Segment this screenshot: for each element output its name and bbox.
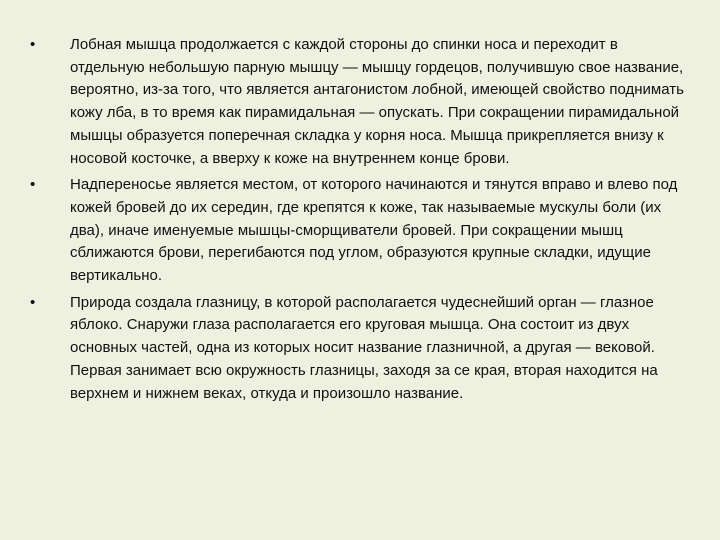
bullet-text: Природа создала глазницу, в которой располагается чудеснейший орган — глазное яблоко. Снаружи глаза располагается его круговая мышца. Она состоит из двух основных частей, одна из которых носит название глазничной, а другая — вековой. Первая занимает всю окружность глазницы, заходя за се края, вторая находится на верхнем и нижнем веках, откуда и произошло название. — [70, 293, 658, 402]
bullet-list — [30, 34, 690, 409]
bullet-text: Лобная мышца продолжается с каждой стороны до спинки носа и переходит в отдельную небольшую парную мышцу — мышцу гордецов, получившую свое название, вероятно, из-за того, что является антагонистом лобной, имеющей свойство поднимать кожу лба, в то время как пирамидальная — опускать. При сокращении пирамидальной мышцы образуется поперечная складка у корня носа. Мышца прикрепляется внизу к носовой косточке, а вверху к коже на внутреннем конце брови. — [70, 36, 684, 167]
bullet-item-frontal-muscle — [30, 34, 690, 170]
bullet-marker: • — [30, 36, 36, 53]
bullet-item-glabella — [30, 174, 690, 288]
bullet-marker: • — [30, 176, 36, 194]
bullet-marker: • — [30, 293, 36, 311]
bullet-item-eye-socket — [30, 292, 690, 406]
bullet-text: Надпереносье является местом, от которого начинаются и тянутся вправо и влево под кожей бровей до их середин, где крепятся к коже, так называемые мускулы боли (их два), иначе именуемые мышцы-сморщиватели бровей. При сокращении мышц сближаются брови, перегибаются под углом, образуются крупные складки, идущие вертикально. — [70, 176, 678, 285]
